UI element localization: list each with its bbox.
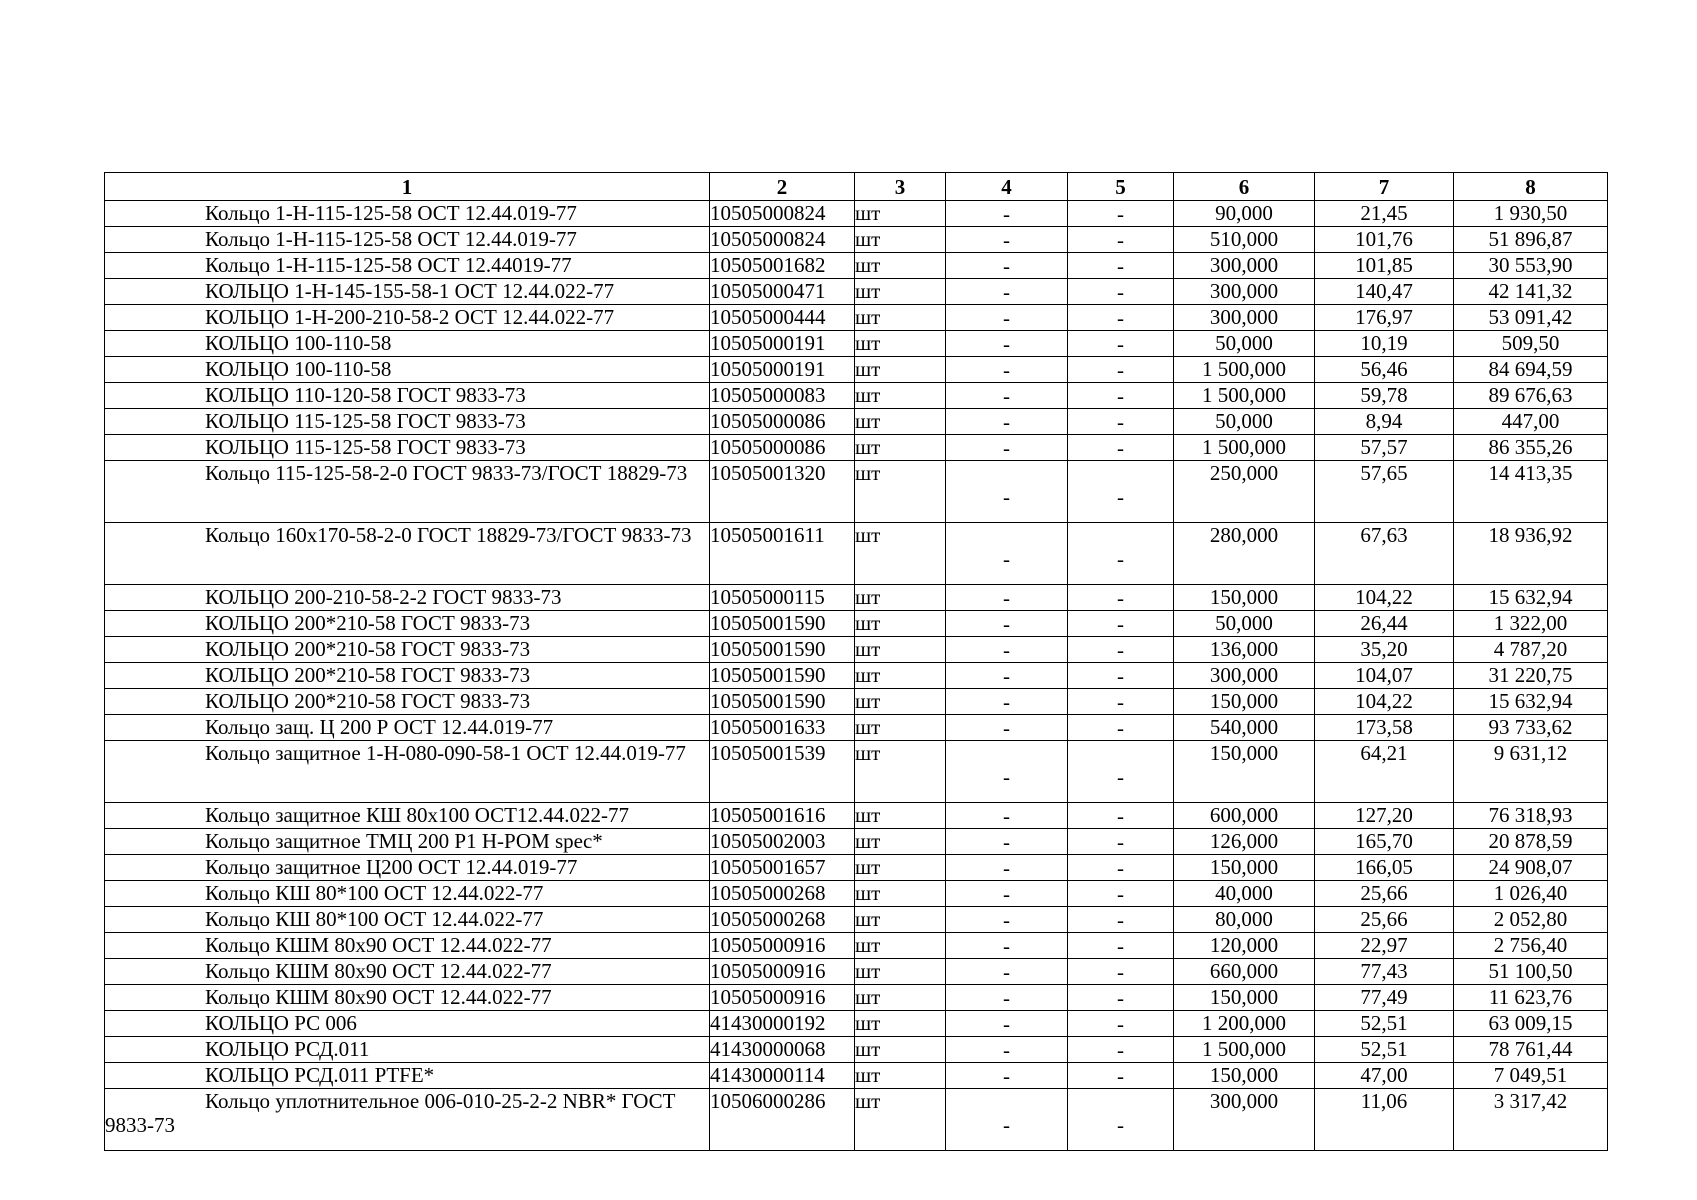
item-sum: 18 936,92	[1454, 523, 1608, 585]
col-5-value: -	[1068, 881, 1174, 907]
table-row	[105, 357, 1608, 383]
item-name: КОЛЬЦО 110-120-58 ГОСТ 9833-73	[105, 383, 710, 409]
item-name: Кольцо 1-Н-115-125-58 ОСТ 12.44.019-77	[105, 201, 710, 227]
col-4-value: -	[946, 881, 1068, 907]
item-sum: 11 623,76	[1454, 985, 1608, 1011]
item-unit: шт	[855, 829, 946, 855]
item-price: 26,44	[1315, 611, 1454, 637]
item-name: Кольцо защитное КШ 80х100 ОСТ12.44.022-77	[105, 803, 710, 829]
item-sum: 20 878,59	[1454, 829, 1608, 855]
item-name: КОЛЬЦО 200*210-58 ГОСТ 9833-73	[105, 689, 710, 715]
col-4-value: -	[946, 1063, 1068, 1089]
table-row	[105, 523, 1608, 585]
item-name: КОЛЬЦО 200-210-58-2-2 ГОСТ 9833-73	[105, 585, 710, 611]
item-code: 10505000086	[710, 409, 855, 435]
item-code: 10505000916	[710, 959, 855, 985]
item-code: 41430000192	[710, 1011, 855, 1037]
item-price: 165,70	[1315, 829, 1454, 855]
col-4-value: -	[946, 435, 1068, 461]
item-quantity: 1 500,000	[1174, 383, 1315, 409]
item-name: КОЛЬЦО 100-110-58	[105, 357, 710, 383]
col-4-value: -	[946, 855, 1068, 881]
item-price: 77,43	[1315, 959, 1454, 985]
table-row	[105, 409, 1608, 435]
item-price: 104,22	[1315, 689, 1454, 715]
col-5-value: -	[1068, 435, 1174, 461]
item-unit: шт	[855, 881, 946, 907]
col-5-value: -	[1068, 331, 1174, 357]
col-4-value: -	[946, 985, 1068, 1011]
item-price: 104,07	[1315, 663, 1454, 689]
item-price: 64,21	[1315, 741, 1454, 803]
item-code: 10505001611	[710, 523, 855, 585]
table-row	[105, 305, 1608, 331]
col-5-value: -	[1068, 855, 1174, 881]
item-sum: 9 631,12	[1454, 741, 1608, 803]
table-row	[105, 585, 1608, 611]
item-unit: шт	[855, 803, 946, 829]
item-sum: 76 318,93	[1454, 803, 1608, 829]
item-code: 10505000471	[710, 279, 855, 305]
table-row	[105, 279, 1608, 305]
item-name: Кольцо уплотнительное 006-010-25-2-2 NBR* ГОСТ 9833-73	[105, 1089, 710, 1151]
item-quantity: 150,000	[1174, 985, 1315, 1011]
item-price: 57,65	[1315, 461, 1454, 523]
table-row	[105, 663, 1608, 689]
col-5-value: -	[1068, 907, 1174, 933]
item-price: 140,47	[1315, 279, 1454, 305]
item-code: 41430000068	[710, 1037, 855, 1063]
item-price: 101,85	[1315, 253, 1454, 279]
item-name: Кольцо 1-Н-115-125-58 ОСТ 12.44.019-77	[105, 227, 710, 253]
item-price: 56,46	[1315, 357, 1454, 383]
item-name: КОЛЬЦО РС 006	[105, 1011, 710, 1037]
col-4-value: -	[946, 829, 1068, 855]
item-name: Кольцо 115-125-58-2-0 ГОСТ 9833-73/ГОСТ 18829-73	[105, 461, 710, 523]
item-code: 10505000191	[710, 357, 855, 383]
item-sum: 2 756,40	[1454, 933, 1608, 959]
col-5-value: -	[1068, 585, 1174, 611]
col-5-value: -	[1068, 305, 1174, 331]
table-row	[105, 829, 1608, 855]
item-quantity: 150,000	[1174, 855, 1315, 881]
table-row	[105, 803, 1608, 829]
col-4-value: -	[946, 201, 1068, 227]
col-4-value: -	[946, 715, 1068, 741]
item-name: Кольцо КШМ 80х90 ОСТ 12.44.022-77	[105, 959, 710, 985]
header-col-7: 7	[1315, 173, 1454, 201]
col-5-value: -	[1068, 611, 1174, 637]
item-name: Кольцо защитное ТМЦ 200 Р1 Н-РОМ spec*	[105, 829, 710, 855]
item-unit: шт	[855, 611, 946, 637]
item-unit: шт	[855, 1089, 946, 1151]
item-code: 10505000824	[710, 201, 855, 227]
item-unit: шт	[855, 715, 946, 741]
item-quantity: 150,000	[1174, 741, 1315, 803]
item-name: КОЛЬЦО 1-Н-145-155-58-1 ОСТ 12.44.022-77	[105, 279, 710, 305]
col-4-value: -	[946, 611, 1068, 637]
col-4-value: -	[946, 1089, 1068, 1151]
item-sum: 509,50	[1454, 331, 1608, 357]
item-code: 10505001539	[710, 741, 855, 803]
item-sum: 51 896,87	[1454, 227, 1608, 253]
item-name: Кольцо КШ 80*100 ОСТ 12.44.022-77	[105, 907, 710, 933]
item-code: 10505001590	[710, 689, 855, 715]
item-quantity: 126,000	[1174, 829, 1315, 855]
item-code: 10505000916	[710, 933, 855, 959]
item-sum: 30 553,90	[1454, 253, 1608, 279]
item-unit: шт	[855, 1037, 946, 1063]
item-quantity: 90,000	[1174, 201, 1315, 227]
col-5-value: -	[1068, 715, 1174, 741]
item-unit: шт	[855, 689, 946, 715]
item-name: Кольцо 160х170-58-2-0 ГОСТ 18829-73/ГОСТ 9833-73	[105, 523, 710, 585]
item-code: 10505001590	[710, 637, 855, 663]
col-4-value: -	[946, 803, 1068, 829]
col-4-value: -	[946, 933, 1068, 959]
item-unit: шт	[855, 1011, 946, 1037]
item-sum: 4 787,20	[1454, 637, 1608, 663]
col-5-value: -	[1068, 741, 1174, 803]
item-sum: 53 091,42	[1454, 305, 1608, 331]
item-sum: 447,00	[1454, 409, 1608, 435]
item-price: 127,20	[1315, 803, 1454, 829]
col-5-value: -	[1068, 253, 1174, 279]
item-code: 10505001616	[710, 803, 855, 829]
item-quantity: 300,000	[1174, 1089, 1315, 1151]
item-quantity: 300,000	[1174, 305, 1315, 331]
col-5-value: -	[1068, 1011, 1174, 1037]
header-col-4: 4	[946, 173, 1068, 201]
table-row	[105, 855, 1608, 881]
col-4-value: -	[946, 663, 1068, 689]
item-price: 52,51	[1315, 1011, 1454, 1037]
item-unit: шт	[855, 959, 946, 985]
item-sum: 1 930,50	[1454, 201, 1608, 227]
item-quantity: 300,000	[1174, 253, 1315, 279]
item-unit: шт	[855, 907, 946, 933]
item-price: 21,45	[1315, 201, 1454, 227]
item-name: Кольцо защитное 1-Н-080-090-58-1 ОСТ 12.44.019-77	[105, 741, 710, 803]
item-code: 10505000916	[710, 985, 855, 1011]
item-quantity: 250,000	[1174, 461, 1315, 523]
item-sum: 51 100,50	[1454, 959, 1608, 985]
item-sum: 15 632,94	[1454, 585, 1608, 611]
col-5-value: -	[1068, 523, 1174, 585]
item-price: 47,00	[1315, 1063, 1454, 1089]
col-5-value: -	[1068, 933, 1174, 959]
table-row	[105, 933, 1608, 959]
table-row	[105, 201, 1608, 227]
item-sum: 7 049,51	[1454, 1063, 1608, 1089]
header-col-6: 6	[1174, 173, 1315, 201]
item-name: КОЛЬЦО 100-110-58	[105, 331, 710, 357]
item-sum: 42 141,32	[1454, 279, 1608, 305]
item-unit: шт	[855, 585, 946, 611]
col-4-value: -	[946, 461, 1068, 523]
item-quantity: 280,000	[1174, 523, 1315, 585]
item-quantity: 40,000	[1174, 881, 1315, 907]
item-name: Кольцо защитное Ц200 ОСТ 12.44.019-77	[105, 855, 710, 881]
item-name: КОЛЬЦО 200*210-58 ГОСТ 9833-73	[105, 663, 710, 689]
item-price: 101,76	[1315, 227, 1454, 253]
col-4-value: -	[946, 305, 1068, 331]
item-quantity: 1 200,000	[1174, 1011, 1315, 1037]
item-unit: шт	[855, 663, 946, 689]
item-price: 77,49	[1315, 985, 1454, 1011]
item-quantity: 540,000	[1174, 715, 1315, 741]
item-name: Кольцо КШМ 80х90 ОСТ 12.44.022-77	[105, 933, 710, 959]
col-4-value: -	[946, 383, 1068, 409]
item-unit: шт	[855, 357, 946, 383]
item-quantity: 150,000	[1174, 585, 1315, 611]
header-col-5: 5	[1068, 173, 1174, 201]
item-quantity: 50,000	[1174, 409, 1315, 435]
item-price: 22,97	[1315, 933, 1454, 959]
item-code: 10505002003	[710, 829, 855, 855]
document-table	[104, 172, 1608, 1151]
item-name: КОЛЬЦО РСД.011	[105, 1037, 710, 1063]
col-5-value: -	[1068, 1063, 1174, 1089]
item-code: 10505001590	[710, 663, 855, 689]
col-5-value: -	[1068, 1089, 1174, 1151]
table-row	[105, 1037, 1608, 1063]
item-code: 10505001320	[710, 461, 855, 523]
item-quantity: 1 500,000	[1174, 1037, 1315, 1063]
item-name: КОЛЬЦО 115-125-58 ГОСТ 9833-73	[105, 435, 710, 461]
item-price: 25,66	[1315, 881, 1454, 907]
item-name: КОЛЬЦО 115-125-58 ГОСТ 9833-73	[105, 409, 710, 435]
item-code: 10505000268	[710, 907, 855, 933]
item-price: 59,78	[1315, 383, 1454, 409]
item-code: 41430000114	[710, 1063, 855, 1089]
table-row	[105, 253, 1608, 279]
item-sum: 1 322,00	[1454, 611, 1608, 637]
table-row	[105, 1089, 1608, 1151]
item-code: 10505000824	[710, 227, 855, 253]
item-unit: шт	[855, 201, 946, 227]
item-quantity: 136,000	[1174, 637, 1315, 663]
table-row	[105, 959, 1608, 985]
item-sum: 63 009,15	[1454, 1011, 1608, 1037]
col-5-value: -	[1068, 357, 1174, 383]
item-quantity: 80,000	[1174, 907, 1315, 933]
header-col-3: 3	[855, 173, 946, 201]
item-name: КОЛЬЦО РСД.011 PTFE*	[105, 1063, 710, 1089]
item-quantity: 1 500,000	[1174, 435, 1315, 461]
table-row	[105, 611, 1608, 637]
item-unit: шт	[855, 331, 946, 357]
item-sum: 78 761,44	[1454, 1037, 1608, 1063]
item-price: 10,19	[1315, 331, 1454, 357]
item-sum: 24 908,07	[1454, 855, 1608, 881]
item-unit: шт	[855, 279, 946, 305]
table-row	[105, 689, 1608, 715]
item-price: 35,20	[1315, 637, 1454, 663]
item-unit: шт	[855, 305, 946, 331]
col-5-value: -	[1068, 1037, 1174, 1063]
col-5-value: -	[1068, 689, 1174, 715]
header-col-8: 8	[1454, 173, 1608, 201]
col-4-value: -	[946, 1011, 1068, 1037]
item-sum: 2 052,80	[1454, 907, 1608, 933]
item-unit: шт	[855, 383, 946, 409]
col-5-value: -	[1068, 409, 1174, 435]
item-price: 8,94	[1315, 409, 1454, 435]
item-quantity: 150,000	[1174, 689, 1315, 715]
item-unit: шт	[855, 637, 946, 663]
item-sum: 89 676,63	[1454, 383, 1608, 409]
table-row	[105, 435, 1608, 461]
item-name: КОЛЬЦО 1-Н-200-210-58-2 ОСТ 12.44.022-77	[105, 305, 710, 331]
item-code: 10505000086	[710, 435, 855, 461]
header-col-1: 1	[105, 173, 710, 201]
col-4-value: -	[946, 523, 1068, 585]
item-sum: 3 317,42	[1454, 1089, 1608, 1151]
item-price: 11,06	[1315, 1089, 1454, 1151]
table-row	[105, 461, 1608, 523]
col-4-value: -	[946, 357, 1068, 383]
item-code: 10505001682	[710, 253, 855, 279]
item-sum: 14 413,35	[1454, 461, 1608, 523]
table-row	[105, 741, 1608, 803]
col-4-value: -	[946, 637, 1068, 663]
table-row	[105, 383, 1608, 409]
table-row	[105, 715, 1608, 741]
item-name: Кольцо КШМ 80х90 ОСТ 12.44.022-77	[105, 985, 710, 1011]
item-unit: шт	[855, 933, 946, 959]
table-body	[105, 201, 1608, 1151]
item-code: 10505001657	[710, 855, 855, 881]
col-5-value: -	[1068, 829, 1174, 855]
item-quantity: 300,000	[1174, 663, 1315, 689]
item-code: 10505001633	[710, 715, 855, 741]
item-sum: 84 694,59	[1454, 357, 1608, 383]
col-4-value: -	[946, 959, 1068, 985]
item-quantity: 150,000	[1174, 1063, 1315, 1089]
item-unit: шт	[855, 1063, 946, 1089]
item-name: КОЛЬЦО 200*210-58 ГОСТ 9833-73	[105, 611, 710, 637]
item-unit: шт	[855, 435, 946, 461]
item-sum: 93 733,62	[1454, 715, 1608, 741]
table-row	[105, 637, 1608, 663]
item-name: КОЛЬЦО 200*210-58 ГОСТ 9833-73	[105, 637, 710, 663]
table-row	[105, 1063, 1608, 1089]
item-sum: 31 220,75	[1454, 663, 1608, 689]
table-row	[105, 985, 1608, 1011]
item-sum: 1 026,40	[1454, 881, 1608, 907]
table-header	[105, 173, 1608, 201]
table-row	[105, 1011, 1608, 1037]
table-row	[105, 881, 1608, 907]
col-4-value: -	[946, 279, 1068, 305]
item-unit: шт	[855, 409, 946, 435]
item-quantity: 120,000	[1174, 933, 1315, 959]
item-code: 10506000286	[710, 1089, 855, 1151]
item-price: 166,05	[1315, 855, 1454, 881]
item-sum: 15 632,94	[1454, 689, 1608, 715]
item-code: 10505000083	[710, 383, 855, 409]
col-5-value: -	[1068, 227, 1174, 253]
item-unit: шт	[855, 523, 946, 585]
item-code: 10505000191	[710, 331, 855, 357]
header-col-2: 2	[710, 173, 855, 201]
col-4-value: -	[946, 227, 1068, 253]
item-quantity: 300,000	[1174, 279, 1315, 305]
col-4-value: -	[946, 907, 1068, 933]
item-unit: шт	[855, 227, 946, 253]
item-unit: шт	[855, 741, 946, 803]
col-5-value: -	[1068, 461, 1174, 523]
table-row	[105, 227, 1608, 253]
col-4-value: -	[946, 409, 1068, 435]
col-4-value: -	[946, 331, 1068, 357]
col-5-value: -	[1068, 637, 1174, 663]
item-name: Кольцо 1-Н-115-125-58 ОСТ 12.44019-77	[105, 253, 710, 279]
col-4-value: -	[946, 1037, 1068, 1063]
item-code: 10505000444	[710, 305, 855, 331]
col-5-value: -	[1068, 279, 1174, 305]
col-4-value: -	[946, 585, 1068, 611]
header-row	[105, 173, 1608, 201]
item-price: 57,57	[1315, 435, 1454, 461]
item-quantity: 600,000	[1174, 803, 1315, 829]
item-quantity: 660,000	[1174, 959, 1315, 985]
item-sum: 86 355,26	[1454, 435, 1608, 461]
table-row	[105, 331, 1608, 357]
item-unit: шт	[855, 253, 946, 279]
item-code: 10505000268	[710, 881, 855, 907]
item-quantity: 510,000	[1174, 227, 1315, 253]
item-unit: шт	[855, 461, 946, 523]
item-price: 176,97	[1315, 305, 1454, 331]
item-price: 25,66	[1315, 907, 1454, 933]
col-5-value: -	[1068, 959, 1174, 985]
col-4-value: -	[946, 253, 1068, 279]
item-price: 173,58	[1315, 715, 1454, 741]
col-5-value: -	[1068, 383, 1174, 409]
col-5-value: -	[1068, 985, 1174, 1011]
col-4-value: -	[946, 689, 1068, 715]
col-5-value: -	[1068, 663, 1174, 689]
col-5-value: -	[1068, 803, 1174, 829]
item-quantity: 50,000	[1174, 611, 1315, 637]
item-code: 10505001590	[710, 611, 855, 637]
item-name: Кольцо КШ 80*100 ОСТ 12.44.022-77	[105, 881, 710, 907]
item-quantity: 50,000	[1174, 331, 1315, 357]
item-code: 10505000115	[710, 585, 855, 611]
item-quantity: 1 500,000	[1174, 357, 1315, 383]
item-unit: шт	[855, 985, 946, 1011]
table-row	[105, 907, 1608, 933]
col-5-value: -	[1068, 201, 1174, 227]
item-price: 67,63	[1315, 523, 1454, 585]
col-4-value: -	[946, 741, 1068, 803]
item-unit: шт	[855, 855, 946, 881]
item-name: Кольцо защ. Ц 200 Р ОСТ 12.44.019-77	[105, 715, 710, 741]
item-price: 52,51	[1315, 1037, 1454, 1063]
item-price: 104,22	[1315, 585, 1454, 611]
